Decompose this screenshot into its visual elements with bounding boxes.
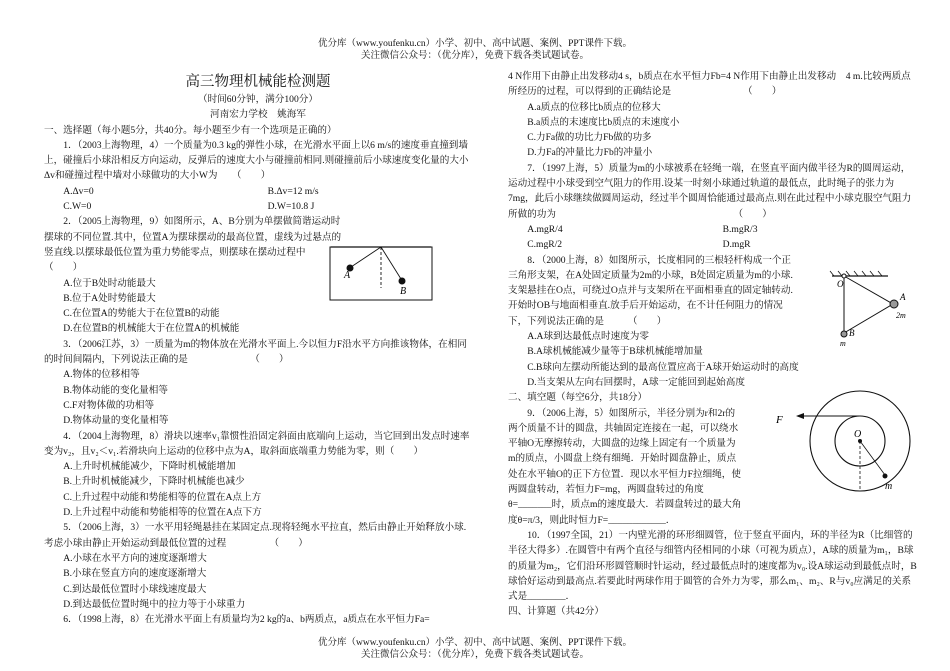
q7-option-b: B.mgR/3 xyxy=(722,223,758,235)
label-m: m xyxy=(885,481,893,492)
page-header xyxy=(0,38,950,62)
q5-option-b: B.小球在竖直方向的速度逐渐增大 xyxy=(63,568,207,580)
question-6: 6．（1998上海，8）在光滑水平面上有质量均为2 kg的a、b两质点，a质点在水平恒力Fa= xyxy=(63,614,430,626)
question-8: 8．（2000上海，8）如图所示，长度相同的三根轻杆构成一个正三角形支架，在A处固定质量为2m的小球，B处固定质量为m的小球.支架悬挂在O点，可绕过O点并与支架所在平面相垂直的固定轴转动.开始时OB与地面相垂直.放手后开始运动，在不计任何阻力的情况下，下列说法正确的是 （ ） xyxy=(508,254,793,327)
q5-option-d: D.到达最低位置时绳中的拉力等于小球重力 xyxy=(63,598,246,610)
ball-a xyxy=(890,300,898,308)
string-a xyxy=(351,247,381,267)
q1-options-row1 xyxy=(44,184,472,199)
q5-option-c: C.到达最低位置时小球线速度最大 xyxy=(63,583,207,595)
label-2m: 2m xyxy=(896,311,906,320)
q6-option-a: A.a质点的位移比b质点的位移大 xyxy=(527,101,661,113)
label-b: B xyxy=(400,286,407,297)
q2-option-d: D.在位置B的机械能大于在位置A的机械能 xyxy=(63,323,240,335)
pivot-o xyxy=(842,274,846,278)
question-4: 4．（2004上海物理，8）滑块以速率v₁靠惯性沿固定斜面由底端向上运动，当它回到出发点时速率变为v₂，且v₂＜v₁.若滑块向上运动的位移中点为A，取斜面底端重力势能为零，则（ ） xyxy=(44,430,470,457)
question-7: 7．（1997上海，5）质量为m的小球被系在轻绳一端，在竖直平面内做半径为R的圆周运动，运动过程中小球受到空气阻力的作用.设某一时刻小球通过轨道的最低点，此时绳子的张力为7mg，此后小球继续做圆周运动，经过半个圆周恰能通过最高点.则在此过程中小球克服空气阻力所做的功为 （ ） xyxy=(508,162,912,220)
q4-option-a: A.上升时机械能减少，下降时机械能增加 xyxy=(63,461,236,473)
footer-line-1: 优分库（www.youfenku.cn）小学、初中、高中试题、案例、PPT课件下载。 xyxy=(318,638,632,648)
question-6-continued: 4 N作用下由静止出发移动4 s，b质点在水平恒力Fb=4 N作用下由静止出发移动 4 m.比较两质点所经历的过程，可以得到的正确结论是 （ ） xyxy=(508,71,911,98)
disk-figure xyxy=(772,385,922,497)
footer-line-2: 关注微信公众号：（优分库），免费下载各类试题试卷。 xyxy=(360,650,589,660)
q3-option-d: D.物体动量的变化量相等 xyxy=(63,415,169,427)
q4-option-d: D.上升过程中动能和势能相等的位置在A点下方 xyxy=(63,507,262,519)
string-b xyxy=(381,247,401,279)
page-title: 高三物理机械能检测题 xyxy=(185,74,331,90)
q7-option-a: A.mgR/4 xyxy=(527,223,563,235)
support-hatching xyxy=(830,271,882,276)
label-b: B xyxy=(849,328,855,338)
label-o: O xyxy=(837,279,844,289)
q6-option-c: C.力Fa做的功比力Fb做的功多 xyxy=(527,132,652,144)
exam-subtitle: （时间60分钟，满分100分） xyxy=(198,94,318,105)
label-f: F xyxy=(776,414,783,426)
section-heading: 一、选择题（每小题5分，共40分。每小题至少有一个选项是正确的） xyxy=(44,124,337,136)
pendulum-figure xyxy=(329,244,433,302)
q1-option-b: B.Δv=12 m/s xyxy=(267,185,319,197)
q7-option-c: C.mgR/2 xyxy=(527,239,563,251)
header-line-2: 关注微信公众号：（优分库），免费下载各类试题试卷。 xyxy=(360,51,589,61)
q3-option-c: C.F对物体做的功相等 xyxy=(63,399,155,411)
page-footer xyxy=(0,637,950,661)
q1-option-a: A.Δv=0 xyxy=(63,185,94,197)
q1-option-c: C.W=0 xyxy=(63,201,92,213)
q2-option-b: B.位于A处时势能最大 xyxy=(63,292,156,304)
q8-option-d: D.当支架从左向右回摆时，A球一定能回到起始高度 xyxy=(527,376,745,388)
rotated-radius xyxy=(860,441,885,475)
label-a: A xyxy=(900,292,906,302)
q5-option-a: A.小球在水平方向的速度逐渐增大 xyxy=(63,552,207,564)
left-column xyxy=(44,69,472,627)
label-a: A xyxy=(344,270,351,281)
exam-author: 河南宏力学校 姚海军 xyxy=(210,109,306,121)
ball-b xyxy=(399,278,406,285)
q7-options-row2 xyxy=(508,237,918,252)
q3-option-b: B.物体动能的变化量相等 xyxy=(63,384,168,396)
q2-option-c: C.在位置A的势能大于在位置B的动能 xyxy=(63,308,220,320)
q7-option-d: D.mgR xyxy=(722,239,751,251)
question-10: 10．（1997全国，21）一内壁光滑的环形细圆管，位于竖直平面内，环的半径为R（比细管的半径大得多）.在圆管中有两个直径与细管内径相同的小球（可视为质点），A球的质量为m₁，B球的质量为m₂，它们沿环形圆管顺时针运动，经过最低点时的速度都为v₀.设A球运动到最低点时，B球恰好运动到最高点.若要此时两球作用于圆管的合外力为零，那么m₁、m₂、R与v₀应满足的关系式是________． xyxy=(508,529,917,603)
question-5: 5．（2006上海，3）一水平用轻绳悬挂在某固定点.现将轻绳水平拉直，然后由静止开始释放小球.考虑小球由静止开始运动到最低位置的过程 （ ） xyxy=(44,522,467,549)
q4-option-b: B.上升时机械能减少，下降时机械能也减少 xyxy=(63,476,245,488)
question-9: 9．（2006上海，5）如图所示，半径分别为r和2r的两个质量不计的圆盘，共轴固定连接在一起，可以绕水平轴O无摩擦转动，大圆盘的边缘上固定有一个质量为m的质点，小圆盘上绕有细绳．开始时圆盘静止，质点处在水平轴O的正下方位置．现以水平恒力F拉细绳，使两圆盘转动，若恒力F=mg，两圆盘转过的角度θ=_______时，质点m的速度最大．若圆盘转过的最大角度θ=π/3，则此时恒力F=____________． xyxy=(508,407,742,526)
rod-oa xyxy=(844,276,893,304)
q8-option-b: B.A球机械能减少量等于B球机械能增加量 xyxy=(527,346,703,358)
ball-b xyxy=(841,331,847,337)
q3-option-a: A.物体的位移相等 xyxy=(63,369,140,381)
header-line-1: 优分库（www.youfenku.cn）小学、初中、高中试题、案例、PPT课件下载。 xyxy=(318,39,632,49)
q1-option-d: D.W=10.8 J xyxy=(267,201,315,213)
q1-options-row2 xyxy=(44,199,472,214)
label-o: O xyxy=(854,429,862,440)
q6-option-d: D.力Fa的冲量比力Fb的冲量小 xyxy=(527,147,653,159)
section-heading-4: 四、计算题（共42分） xyxy=(508,606,604,618)
section-heading-2: 二、填空题（每空6分，共18分） xyxy=(508,392,648,404)
triangle-frame-figure xyxy=(828,270,920,346)
q6-option-b: B.a质点的末速度比b质点的末速度小 xyxy=(527,116,680,128)
mass-point xyxy=(883,474,888,479)
force-arrow xyxy=(796,413,804,419)
question-3: 3．（2006江苏，3）一质量为m的物体放在光滑水平面上.今以恒力F沿水平方向推该物体，在相同的时间间隔内，下列说法正确的是 （ ） xyxy=(44,338,467,366)
q8-option-c: C.B球向左摆动所能达到的最高位置应高于A球开始运动时的高度 xyxy=(527,361,799,373)
question-2: 2．（2005上海物理，9）如图所示，A、B分别为单摆做简谐运动时摆球的不同位置.其中，位置A为摆球摆动的最高位置，虚线为过悬点的竖直线.以摆球最低位置为重力势能零点，则摆球在摆动过程中 （ ） xyxy=(44,216,342,274)
q2-option-a: A.位于B处时动能最大 xyxy=(63,277,156,289)
q4-option-c: C.上升过程中动能和势能相等的位置在A点上方 xyxy=(63,491,262,503)
q7-options-row1 xyxy=(508,222,918,237)
q8-option-a: A.A球到达最低点时速度为零 xyxy=(527,331,649,343)
label-m: m xyxy=(840,339,846,346)
question-1: 1．（2003上海物理，4）一个质量为0.3 kg的弹性小球，在光滑水平面上以6 m/s的速度垂直撞到墙上，碰撞后小球沿相反方向运动，反弹后的速度大小与碰撞前相同.则碰撞前后小球速度变化量的大小Δv和碰撞过程中墙对小球做功的大小W为 （ ） xyxy=(44,139,469,182)
